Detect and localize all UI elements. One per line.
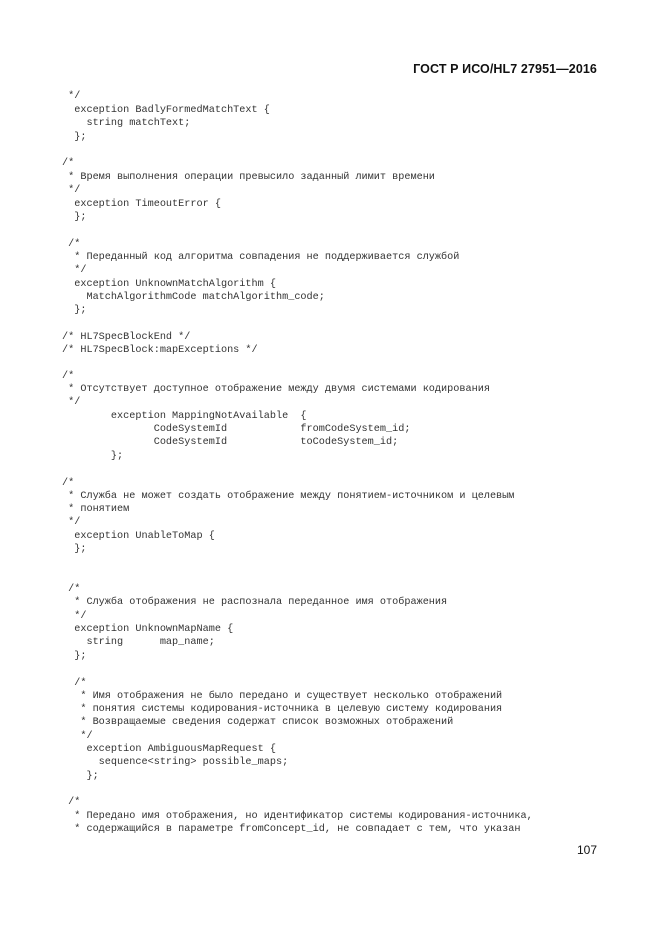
code-line: CodeSystemId toCodeSystem_id;	[62, 437, 399, 448]
code-line: string map_name;	[62, 637, 215, 648]
code-line: /*	[62, 584, 81, 595]
code-line: exception AmbiguousMapRequest {	[62, 744, 276, 755]
code-line: * понятием	[62, 504, 130, 515]
code-line: };	[62, 305, 87, 316]
code-line: /* HL7SpecBlock:mapExceptions */	[62, 345, 258, 356]
document-header: ГОСТ Р ИСО/HL7 27951—2016	[413, 62, 597, 76]
code-line: /*	[62, 371, 75, 382]
code-line: * Отсутствует доступное отображение между двумя системами кодирования	[62, 384, 490, 395]
code-line: MatchAlgorithmCode matchAlgorithm_code;	[62, 292, 325, 303]
code-line: */	[62, 397, 81, 408]
code-line: * Служба не может создать отображение между понятием-источником и целевым	[62, 491, 515, 502]
code-line: /*	[62, 678, 87, 689]
code-line: };	[62, 544, 87, 555]
code-line: */	[62, 517, 81, 528]
code-line: */	[62, 185, 81, 196]
code-line: exception MappingNotAvailable {	[62, 411, 307, 422]
code-line: };	[62, 651, 87, 662]
code-line: };	[62, 451, 124, 462]
code-line: CodeSystemId fromCodeSystem_id;	[62, 424, 411, 435]
code-line: /*	[62, 797, 81, 808]
code-line: */	[62, 731, 93, 742]
code-line: */	[62, 91, 81, 102]
code-line: /* HL7SpecBlockEnd */	[62, 332, 191, 343]
code-line: };	[62, 212, 87, 223]
code-line: sequence<string> possible_maps;	[62, 757, 289, 768]
code-line: * Имя отображения не было передано и существует несколько отображений	[62, 691, 503, 702]
code-line: exception TimeoutError {	[62, 199, 221, 210]
code-line: string matchText;	[62, 118, 191, 129]
code-line: */	[62, 611, 87, 622]
code-line: * Служба отображения не распознала переданное имя отображения	[62, 597, 448, 608]
page-number: 107	[576, 843, 597, 857]
code-line: exception UnknownMapName {	[62, 624, 234, 635]
code-line: };	[62, 771, 99, 782]
code-line: /*	[62, 239, 81, 250]
code-line: * понятия системы кодирования-источника в целевую систему кодирования	[62, 704, 503, 715]
code-line: * Время выполнения операции превысило заданный лимит времени	[62, 172, 435, 183]
code-line: exception UnableToMap {	[62, 531, 215, 542]
code-line: * Передано имя отображения, но идентификатор системы кодирования-источника,	[62, 811, 533, 822]
code-line: exception UnknownMatchAlgorithm {	[62, 279, 276, 290]
code-line: /*	[62, 158, 75, 169]
code-line: /*	[62, 478, 75, 489]
code-line: * Переданный код алгоритма совпадения не поддерживается службой	[62, 252, 460, 263]
code-line: exception BadlyFormedMatchText {	[62, 105, 270, 116]
code-line: * Возвращаемые сведения содержат список возможных отображений	[62, 717, 454, 728]
code-line: * содержащийся в параметре fromConcept_id, не совпадает с тем, что указан	[62, 824, 521, 835]
code-line: */	[62, 265, 87, 276]
code-line: };	[62, 132, 87, 143]
